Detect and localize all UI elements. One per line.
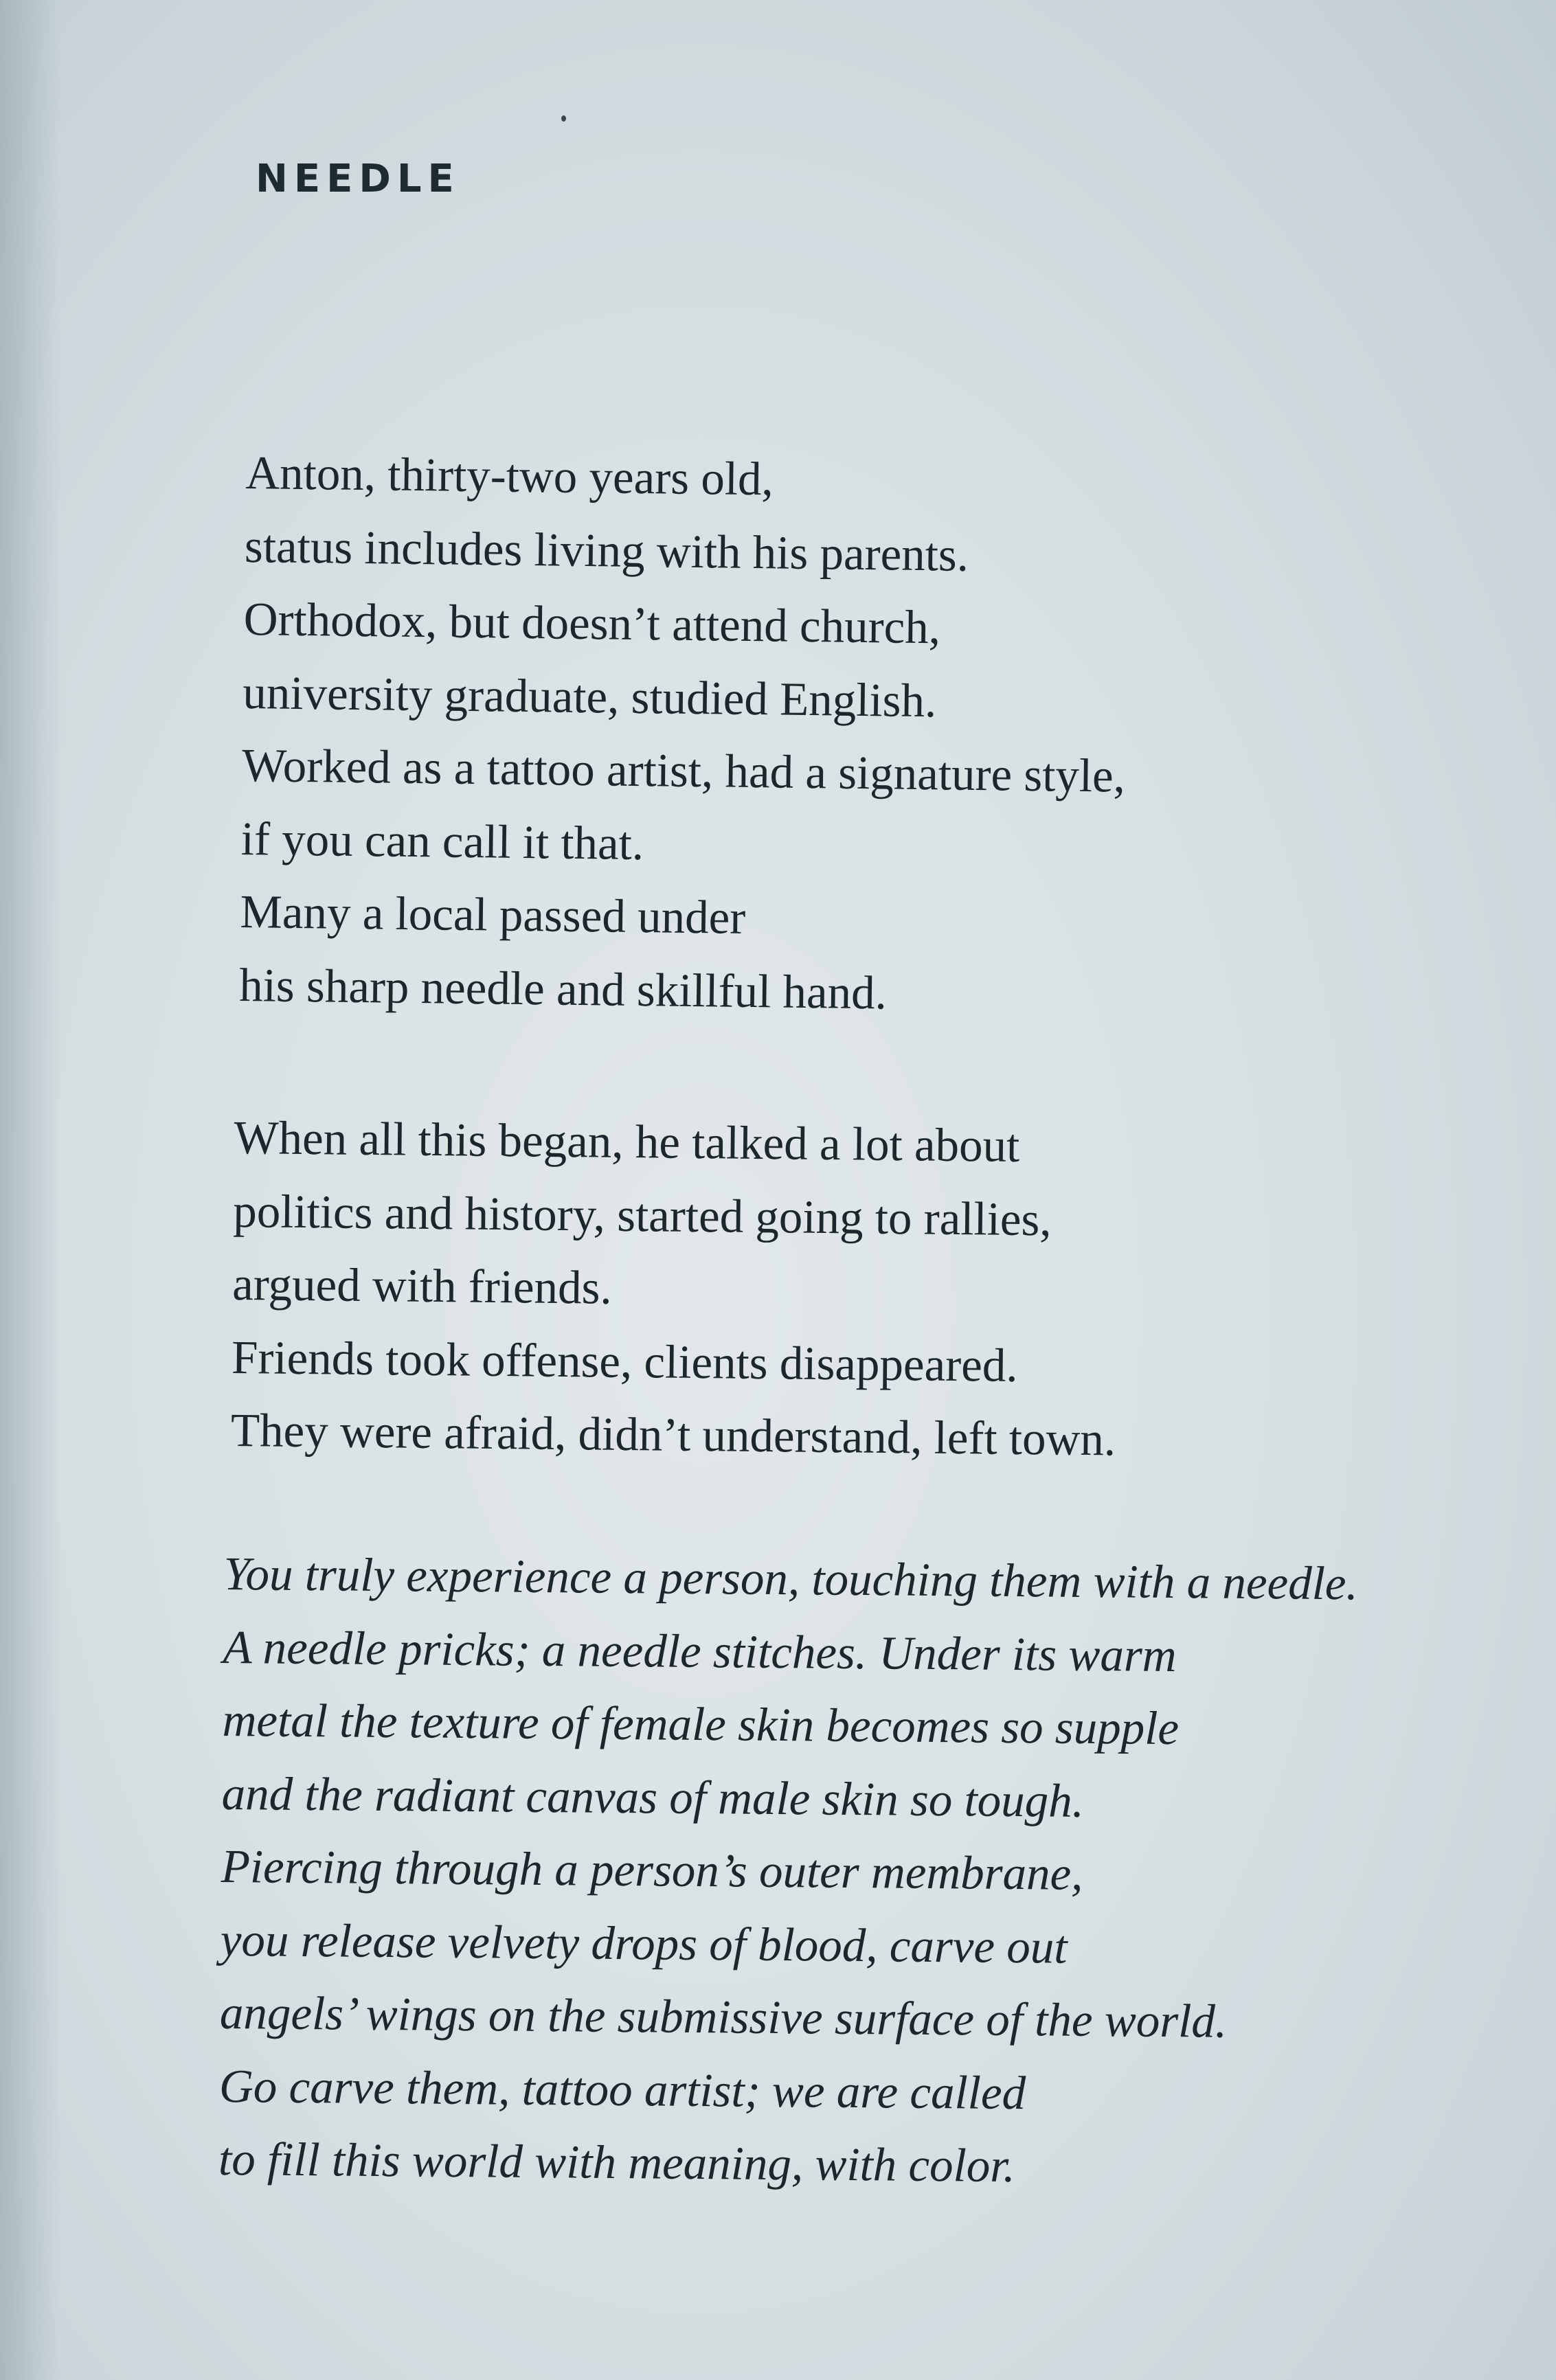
poem-line: his sharp needle and skillful hand.: [238, 958, 888, 1019]
poem-line: Piercing through a person’s outer membrane,: [221, 1839, 1083, 1900]
stanza-2: [230, 1101, 1119, 1476]
poem-line: Worked as a tattoo artist, had a signature style,: [241, 738, 1126, 802]
poem-line: you release velvety drops of blood, carve out: [220, 1913, 1068, 1973]
poem-line: to fill this world with meaning, with color.: [218, 2132, 1016, 2192]
poem-line: argued with friends.: [232, 1257, 613, 1314]
poem-line: Many a local passed under: [240, 885, 746, 944]
poem-line: angels’ wings on the submissive surface of the world.: [219, 1986, 1228, 2048]
poem-line: You truly experience a person, touching them with a needle.: [223, 1547, 1359, 1610]
poem-line: metal the texture of female skin becomes so supple: [222, 1693, 1180, 1755]
poem-line: They were afraid, didn’t understand, left town.: [230, 1403, 1116, 1466]
stanza-3-italic: [218, 1537, 1359, 2206]
poem-line: When all this began, he talked a lot about: [234, 1111, 1020, 1172]
poem-line: A needle pricks; a needle stitches. Under its warm: [223, 1620, 1177, 1681]
ink-speck: [561, 115, 566, 122]
stanza-1: [239, 436, 1129, 1032]
poem-line: status includes living with his parents.: [244, 519, 969, 581]
poem-line: politics and history, started going to rallies,: [232, 1184, 1052, 1245]
poem-line: Friends took offense, clients disappeared.: [231, 1330, 1019, 1392]
poem-line: Go carve them, tattoo artist; we are called: [218, 2059, 1026, 2119]
poem-line: and the radiant canvas of male skin so tough.: [221, 1767, 1085, 1827]
poem-line: Orthodox, but doesn’t attend church,: [243, 592, 941, 654]
poem-title: NEEDLE: [256, 157, 460, 201]
poem-line: if you can call it that.: [240, 812, 644, 870]
poem-line: university graduate, studied English.: [242, 666, 937, 727]
poem-line: Anton, thirty-two years old,: [245, 446, 774, 506]
